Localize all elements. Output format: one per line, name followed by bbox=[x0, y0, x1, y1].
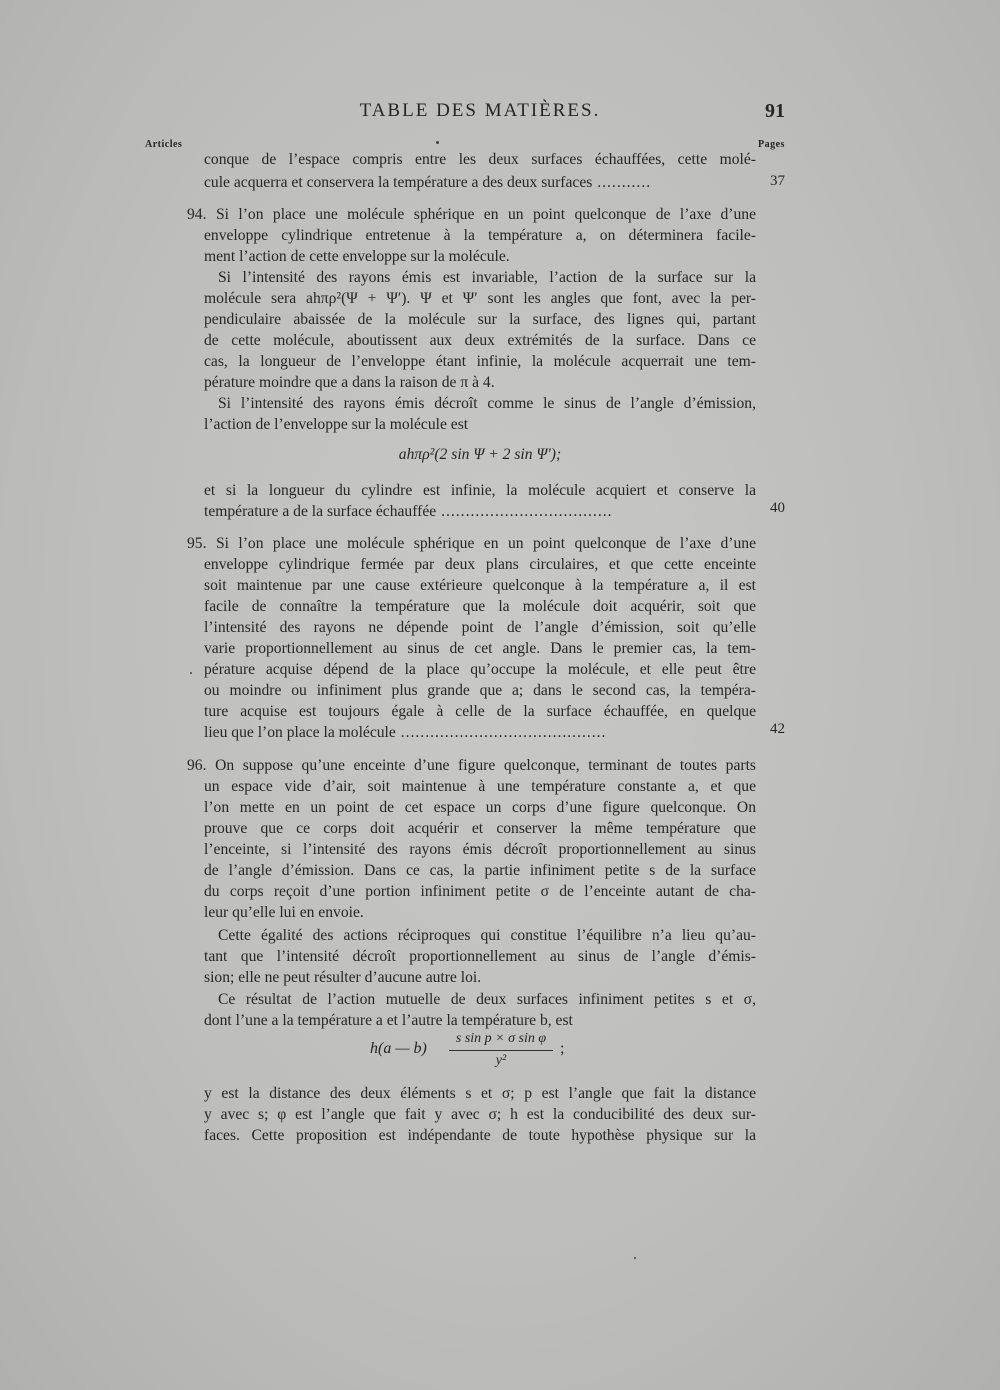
formula-suffix: ; bbox=[560, 1040, 565, 1057]
entry-line: Ce résultat de l’action mutuelle de deux surfaces infiniment petites s et σ, bbox=[218, 991, 756, 1008]
entry-line: enveloppe cylindrique fermée par deux plans circulaires, et que cette enceinte bbox=[204, 556, 756, 573]
entry-line: pérature moindre que a dans la raison de π à 4. bbox=[204, 374, 495, 391]
running-header-title: TABLE DES MATIÈRES. bbox=[359, 100, 601, 121]
entry-text: Si l’on place une molécule sphérique en un point quelconque de l’axe d’une bbox=[215, 535, 756, 552]
entry-text: température a de la surface échauffée bbox=[204, 503, 437, 520]
entry-line: pérature acquise dépend de la place qu’occupe la molécule, et elle peut être bbox=[204, 661, 756, 678]
formula-denominator: y² bbox=[495, 1053, 507, 1068]
entry-line: facile de connaître la température que la molécule doit acquérir, soit que bbox=[204, 598, 756, 615]
entry-line: cas, la longueur de l’enveloppe étant infinie, la molécule acquerrait une tem- bbox=[204, 353, 756, 370]
article-number: 95. bbox=[187, 535, 207, 552]
entry-line: ment l’action de cette enveloppe sur la molécule. bbox=[204, 248, 510, 265]
entry-line: tant que l’intensité décroît proportionnellement au sinus de l’angle d’émis- bbox=[204, 948, 756, 965]
entry-line: y avec s; φ est l’angle que fait y avec σ; h est la conducibilité des deux sur- bbox=[204, 1106, 756, 1123]
paper-speck bbox=[634, 1257, 636, 1259]
entry-line: faces. Cette proposition est indépendante de toute hypothèse physique sur la bbox=[204, 1127, 756, 1144]
page-ref: 40 bbox=[770, 500, 785, 516]
entry-line: Si l’intensité des rayons émis décroît comme le sinus de l’angle d’émission, bbox=[218, 395, 756, 412]
entry-line: soit maintenue par une cause extérieure quelconque à la température a, il est bbox=[204, 577, 756, 594]
entry-line: sion; elle ne peut résulter d’aucune autre loi. bbox=[204, 969, 482, 986]
article-number: 94. bbox=[187, 206, 207, 223]
entry-line bbox=[187, 534, 756, 554]
entry-line: Si l’intensité des rayons émis est invariable, l’action de la surface sur la bbox=[218, 269, 756, 286]
entry-line: varie proportionnellement au sinus de cet angle. Dans le premier cas, la tem- bbox=[204, 640, 756, 657]
entry-line bbox=[204, 723, 756, 743]
page-number: 91 bbox=[765, 100, 785, 122]
entry-line: molécule sera ahπρ²(Ψ + Ψ′). Ψ et Ψ′ sont les angles que font, avec la per- bbox=[204, 290, 756, 307]
entry-line bbox=[204, 173, 756, 193]
entry-line: ture acquise est toujours égale à celle de la surface échauffée, en quelque bbox=[204, 703, 756, 720]
paper-speck bbox=[436, 141, 439, 144]
entry-line: dont l’une a la température a et l’autre la température b, est bbox=[204, 1012, 573, 1029]
dot-leader: ................................... bbox=[436, 503, 613, 520]
entry-text: Si l’on place une molécule sphérique en un point quelconque de l’axe d’une bbox=[215, 206, 756, 223]
entry-line: l’on mette en un point de cet espace un corps d’une figure quelconque. On bbox=[204, 799, 756, 816]
entry-text: lieu que l’on place la molécule bbox=[204, 724, 396, 741]
entry-line: conque de l’espace compris entre les deux surfaces échauffées, cette molé- bbox=[204, 151, 756, 168]
entry-line: de cette molécule, aboutissent aux deux extrémités de la surface. Dans ce bbox=[204, 332, 756, 349]
page-ref: 37 bbox=[770, 173, 785, 189]
article-number: 96. bbox=[187, 757, 207, 774]
entry-line: y est la distance des deux éléments s et σ; p est l’angle que fait la distance bbox=[204, 1085, 756, 1102]
entry-line: l’intensité des rayons ne dépende point de l’angle d’émission, soit qu’elle bbox=[204, 619, 756, 636]
entry-line: l’enceinte, si l’intensité des rayons émis décroît proportionnellement au sinus bbox=[204, 841, 756, 858]
entry-text: On suppose qu’une enceinte d’une figure quelconque, terminant de toutes parts bbox=[215, 757, 756, 774]
articles-column-label: Articles bbox=[145, 139, 183, 150]
formula: ahπρ²(2 sin Ψ + 2 sin Ψ′); bbox=[398, 446, 562, 463]
entry-line: pendiculaire abaissée de la molécule sur la surface, des lignes qui, partant bbox=[204, 311, 756, 328]
entry-line: l’action de l’enveloppe sur la molécule est bbox=[204, 416, 469, 433]
dot-leader: .......................................... bbox=[395, 724, 607, 741]
entry-line: du corps reçoit d’une portion infiniment petite σ de l’enceinte autant de cha- bbox=[204, 883, 756, 900]
entry-line: prouve que ce corps doit acquérir et conserver la même température que bbox=[204, 820, 756, 837]
formula-prefix: h(a — b) bbox=[370, 1040, 427, 1057]
entry-line: un espace vide d’air, soit maintenue à une température constante a, et que bbox=[204, 778, 756, 795]
entry-line: Cette égalité des actions réciproques qui constitue l’équilibre n’a lieu qu’au- bbox=[218, 927, 756, 944]
entry-line: et si la longueur du cylindre est infinie, la molécule acquiert et conserve la bbox=[204, 482, 756, 499]
entry-line bbox=[187, 756, 756, 776]
entry-line: enveloppe cylindrique entretenue à la température a, on déterminera facile- bbox=[204, 227, 756, 244]
entry-line bbox=[204, 502, 756, 522]
entry-text: cule acquerra et conservera la température a des deux surfaces bbox=[204, 174, 593, 191]
dot-leader: ........... bbox=[592, 174, 652, 191]
entry-line bbox=[187, 205, 756, 225]
entry-line: ou moindre ou infiniment plus grande que a; dans le second cas, la tempéra- bbox=[204, 682, 756, 699]
entry-line: leur qu’elle lui en envoie. bbox=[204, 904, 364, 921]
paper-speck bbox=[190, 672, 192, 674]
page-ref: 42 bbox=[770, 721, 785, 737]
formula-numerator: s sin p × σ sin φ bbox=[455, 1031, 547, 1046]
pages-column-label: Pages bbox=[758, 139, 785, 150]
entry-line: de l’angle d’émission. Dans ce cas, la partie infiniment petite s de la surface bbox=[204, 862, 756, 879]
fraction-bar bbox=[449, 1050, 553, 1051]
